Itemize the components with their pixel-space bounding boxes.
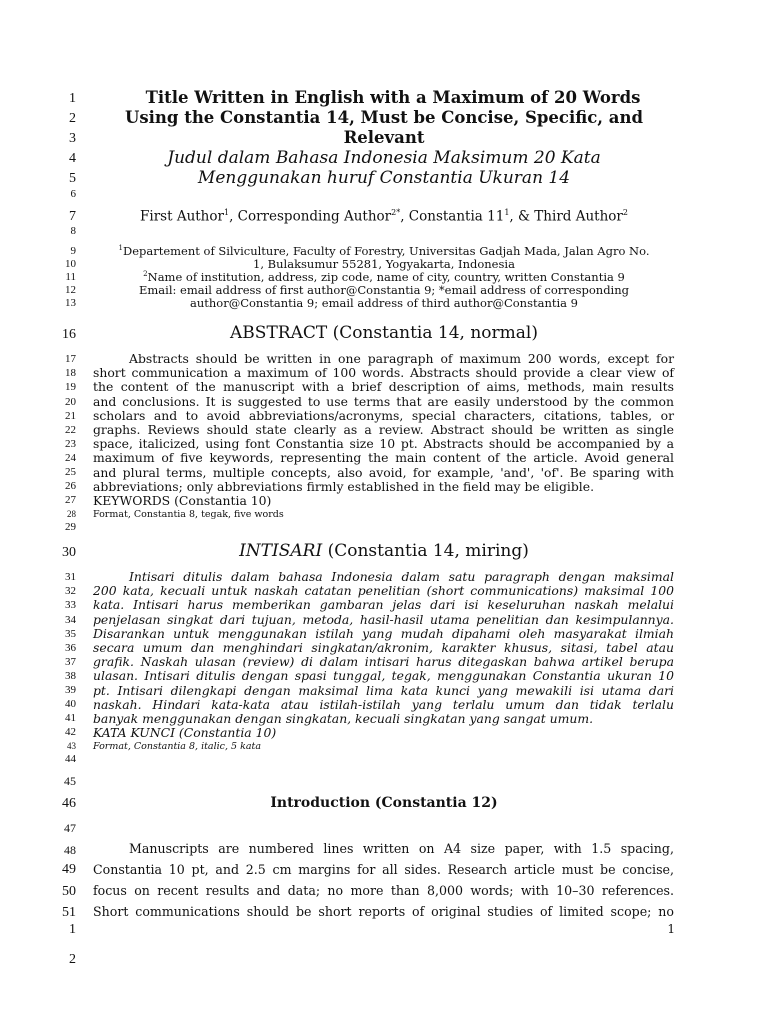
line-number: 49 (62, 862, 76, 877)
line-number: 22 (65, 424, 76, 436)
intisari-line: Disarankan untuk menggunakan istilah yang mudah dipahami oleh masyarakat ilmiah (93, 625, 674, 641)
line-number: 47 (64, 821, 76, 835)
line-number: 2 (69, 111, 76, 126)
author-2: , Corresponding Author (229, 208, 392, 225)
line-number: 1 (69, 922, 76, 937)
title-line-3: Relevant (343, 128, 425, 147)
abstract-body (93, 352, 674, 520)
author-4: , & Third Author (509, 208, 623, 225)
introduction-line: Manuscripts are numbered lines written on A4 size paper, with 1.5 spacing, (129, 841, 674, 856)
line-number: 48 (64, 843, 76, 857)
line-number: 46 (62, 796, 76, 811)
introduction-heading: Introduction (Constantia 12) (270, 795, 498, 811)
line-number: 24 (65, 452, 76, 464)
intisari-line: penjelasan singkat dari tujuan, metoda, hasil-hasil utama penelitian dan kesimpulannya. (93, 611, 674, 627)
line-number: 20 (65, 396, 76, 408)
line-number: 28 (67, 509, 76, 519)
line-number: 25 (65, 466, 76, 478)
line-number: 32 (65, 585, 76, 597)
abstract-line: space, italicized, using font Constantia size 10 pt. Abstracts should be accompanied by a (93, 436, 674, 452)
line-number: 1 (69, 91, 76, 106)
page-number: 1 (667, 922, 675, 936)
intisari-line: 200 kata, kecuali untuk naskah catatan penelitian (short communications) maksimal 100 (93, 583, 674, 599)
author-2-affiliation: 2* (391, 208, 401, 217)
author-3-affiliation: 1 (504, 208, 510, 217)
line-number: 41 (65, 712, 76, 724)
line-number: 6 (70, 188, 76, 200)
line-number: 39 (65, 684, 76, 696)
intisari-line: ulasan. Intisari ditulis dengan spasi tunggal, tegak, menggunakan Constantia ukuran 10 (93, 668, 674, 684)
line-number: 2 (69, 952, 76, 967)
intisari-body (93, 570, 674, 752)
intisari-line: grafik. Naskah ulasan (review) di dalam intisari harus ditegaskan bahwa artikel berupa (93, 654, 674, 670)
affiliation-1-text: Departement of Silviculture, Faculty of Forestry, Universitas Gadjah Mada, Jalan Agro No. (122, 244, 650, 258)
line-number: 31 (65, 571, 76, 583)
intisari-heading-rest: (Constantia 14, miring) (322, 541, 529, 561)
line-number: 13 (65, 297, 76, 309)
email-line-2: author@Constantia 9; email address of third author@Constantia 9 (189, 296, 578, 310)
line-number: 18 (65, 367, 76, 379)
line-number: 51 (62, 905, 76, 920)
abstract-line: maximum of five keywords, representing the main content of the article. Avoid general (93, 450, 674, 466)
indonesian-title-line-2: Menggunakan huruf Constantia Ukuran 14 (197, 168, 571, 188)
line-number: 45 (64, 774, 76, 788)
line-number: 21 (65, 410, 76, 422)
author-3: , Constantia 11 (400, 208, 505, 225)
abstract-line: and plural terms, multiple concepts, also avoid, for example, 'and', 'of'. Be sparing with (93, 464, 674, 480)
author-4-affiliation: 2 (622, 208, 628, 217)
intisari-line: Intisari ditulis dalam bahasa Indonesia dalam satu paragraph dengan maksimal (129, 569, 674, 584)
line-number: 23 (65, 438, 76, 450)
line-number: 19 (65, 381, 76, 393)
indonesian-title-line-1: Judul dalam Bahasa Indonesia Maksimum 20 Kata (167, 148, 601, 168)
abstract-line: the content of the manuscript with a brief description of aims, methods, main results (93, 379, 674, 395)
line-number: 30 (62, 545, 76, 560)
line-number: 11 (65, 271, 76, 283)
intisari-line: banyak menggunakan dengan singkatan, kecuali singkatan yang sangat umum. (93, 710, 594, 726)
abstract-line: Abstracts should be written in one paragraph of maximum 200 words, except for (129, 351, 674, 366)
line-number: 12 (65, 284, 76, 296)
author-1-affiliation: 1 (223, 208, 230, 217)
line-number: 34 (65, 614, 76, 626)
affiliation-2-text: Name of institution, address, zip code, name of city, country, written Constantia 9 (147, 270, 625, 284)
line-number: 5 (69, 171, 76, 186)
line-number: 4 (69, 151, 76, 166)
line-number: 40 (65, 698, 76, 710)
intisari-line: kata. Intisari harus memberikan gambaran jelas dari isi keseluruhan naskah melalui (93, 597, 674, 613)
abstract-line: abbreviations; only abbreviations firmly established in the field may be eligible. (93, 478, 595, 494)
abstract-line: scholars and to avoid abbreviations/acronyms, special characters, citations, tables, or (93, 407, 674, 423)
line-number: 10 (65, 258, 76, 270)
abstract-line: and conclusions. It is suggested to use terms that are easily understood by the common (93, 393, 674, 409)
line-number: 35 (65, 628, 76, 640)
keywords-format-note: Format, Constantia 8, tegak, five words (93, 509, 284, 521)
line-number: 9 (70, 245, 76, 257)
line-number: 27 (65, 494, 76, 506)
line-number: 38 (65, 670, 76, 682)
line-number: 50 (62, 884, 76, 899)
line-number: 7 (69, 209, 76, 224)
introduction-line: Constantia 10 pt, and 2.5 cm margins for all sides. Research article must be concise, (93, 862, 674, 877)
line-number: 29 (65, 521, 76, 533)
introduction-line: Short communications should be short reports of original studies of limited scope; no (93, 904, 674, 919)
affiliation-line-3 (94, 270, 674, 284)
introduction-line: focus on recent results and data; no more than 8,000 words; with 10–30 references. (93, 883, 674, 898)
line-number: 8 (70, 225, 76, 237)
line-number: 26 (65, 480, 76, 492)
intisari-line: naskah. Hindari kata-kata atau istilah-istilah yang terlalu umum dan tidak terlalu (93, 696, 674, 712)
line-number: 36 (65, 642, 76, 654)
line-number: 43 (67, 741, 76, 751)
intisari-line: secara umum dan menghindari singkatan/akronim, karakter khusus, sitasi, tabel atau (93, 639, 674, 655)
abstract-line: short communication a maximum of 100 words. Abstracts should provide a clear view of (93, 365, 674, 381)
title-line-1: Title Written in English with a Maximum of 20 Words (145, 88, 641, 107)
abstract-heading: ABSTRACT (Constantia 14, normal) (230, 323, 538, 343)
kata-kunci-format-note: Format, Constantia 8, italic, 5 kata (93, 741, 261, 753)
affiliation-line-2: 1, Bulaksumur 55281, Yogyakarta, Indonesia (253, 257, 515, 271)
line-number: 17 (65, 353, 76, 365)
line-number: 33 (65, 599, 76, 611)
affiliation-2-marker: 2 (143, 270, 148, 279)
kata-kunci-label: KATA KUNCI (Constantia 10) (93, 725, 277, 741)
title-line-2: Using the Constantia 14, Must be Concise, Specific, and (124, 108, 644, 127)
author-list (94, 208, 674, 225)
intisari-heading-italic: INTISARI (239, 541, 323, 561)
line-number: 16 (62, 327, 76, 342)
intisari-heading (94, 541, 674, 561)
line-number: 42 (65, 726, 76, 738)
author-1: First Author (140, 208, 224, 225)
line-number: 37 (65, 656, 76, 668)
email-line-1: Email: email address of first author@Constantia 9; *email address of corresponding (139, 283, 629, 297)
line-number: 44 (65, 753, 76, 765)
affiliation-1-marker: 1 (118, 244, 123, 253)
abstract-line: graphs. Reviews should state clearly as a review. Abstract should be written as single (93, 421, 674, 437)
intisari-line: pt. Intisari dilengkapi dengan maksimal lima kata kunci yang mewakili isi utama dari (93, 682, 674, 698)
keywords-label: KEYWORDS (Constantia 10) (93, 492, 272, 508)
line-number: 3 (69, 131, 76, 146)
affiliation-line-1 (94, 244, 674, 258)
